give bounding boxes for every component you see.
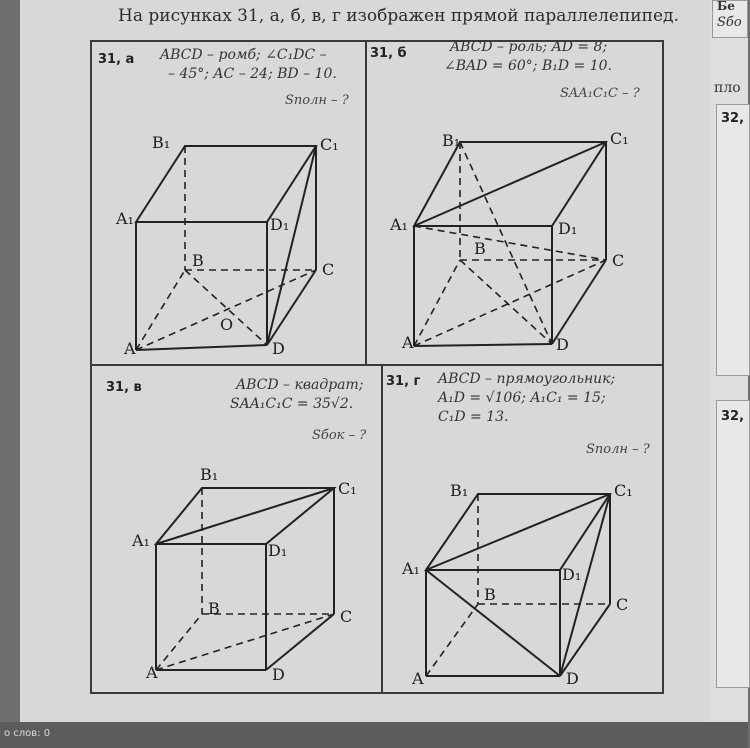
g-label-c1: C₁ bbox=[614, 481, 633, 500]
panel-g-line-1: ABCD – прямоугольник; bbox=[438, 371, 616, 387]
right-plo-text: пло bbox=[714, 80, 741, 96]
b-label-b1: B₁ bbox=[442, 131, 461, 150]
panel-g-tag: 31, г bbox=[386, 374, 421, 389]
g-label-b: B bbox=[484, 585, 496, 604]
b-label-a1: A₁ bbox=[390, 215, 408, 234]
a-label-b: B bbox=[192, 251, 204, 270]
a-label-c: C bbox=[322, 260, 335, 279]
b-label-c1: C₁ bbox=[610, 129, 629, 148]
right-problem-box-2 bbox=[716, 400, 750, 688]
v-label-a: A bbox=[146, 663, 158, 682]
panel-a-tag: 31, а bbox=[98, 52, 135, 67]
status-bar bbox=[0, 722, 748, 748]
panel-g-question: Sполн – ? bbox=[586, 442, 650, 457]
panel-b-figure bbox=[390, 126, 640, 356]
v-label-c1: C₁ bbox=[338, 479, 357, 498]
g-label-a: A bbox=[412, 669, 424, 688]
v-label-b1: B₁ bbox=[200, 465, 219, 484]
panel-v-condition bbox=[230, 376, 364, 414]
a-label-b1: B₁ bbox=[152, 133, 171, 152]
v-label-a1: A₁ bbox=[132, 531, 150, 550]
panel-g-line-2: A₁D = √106; A₁C₁ = 15; bbox=[438, 390, 606, 406]
a-label-o: O bbox=[220, 315, 234, 334]
v-label-b: B bbox=[208, 599, 220, 618]
g-label-b1: B₁ bbox=[450, 481, 469, 500]
g-label-c: C bbox=[616, 595, 629, 614]
panel-b-line-2: ∠BAD = 60°; B₁D = 10. bbox=[444, 58, 612, 74]
panel-a-figure bbox=[116, 130, 345, 360]
right-num-1: 32, bbox=[721, 111, 745, 126]
panel-v-tag: 31, в bbox=[106, 380, 142, 395]
page-heading: На рисунках 31, а, б, в, г изображен прямой параллелепипед. bbox=[118, 6, 679, 26]
v-label-d: D bbox=[272, 665, 285, 684]
g-label-d: D bbox=[566, 669, 579, 688]
panel-b-line-1: ABCD – роль; AD = 8; bbox=[450, 39, 608, 55]
v-label-c: C bbox=[340, 607, 353, 626]
panel-a-line-1: ABCD – ромб; ∠C₁DC – bbox=[160, 47, 327, 63]
right-top-text: Бе bbox=[717, 0, 735, 13]
b-label-d: D bbox=[556, 335, 569, 354]
right-problem-box-1 bbox=[716, 104, 750, 376]
word-count[interactable]: о слов: 0 bbox=[4, 728, 51, 739]
panel-b-tag: 31, б bbox=[370, 46, 407, 61]
b-label-a: A bbox=[402, 333, 414, 352]
panel-g-figure bbox=[400, 470, 650, 690]
a-label-d: D bbox=[272, 339, 285, 358]
panel-v-line-2: SAA₁C₁C = 35√2. bbox=[230, 396, 354, 412]
grid-divider-top bbox=[365, 40, 367, 364]
b-label-c: C bbox=[612, 251, 625, 270]
a-label-a: A bbox=[124, 339, 136, 358]
panel-g-line-3: C₁D = 13. bbox=[438, 409, 509, 425]
g-label-a1: A₁ bbox=[402, 559, 420, 578]
a-label-a1: A₁ bbox=[116, 209, 134, 228]
panel-v-line-1: ABCD – квадрат; bbox=[236, 377, 364, 393]
panel-b-question: SAA₁C₁C – ? bbox=[560, 86, 640, 101]
a-label-c1: C₁ bbox=[320, 135, 339, 154]
a-label-d1: D₁ bbox=[270, 215, 290, 234]
grid-divider-middle bbox=[90, 364, 664, 366]
panel-b-condition bbox=[444, 38, 612, 76]
right-s-text: Sбо bbox=[717, 15, 742, 30]
panel-g-condition bbox=[438, 370, 615, 427]
right-formula-box bbox=[712, 0, 748, 38]
a-top-face bbox=[136, 146, 316, 222]
g-label-d1: D₁ bbox=[562, 565, 582, 584]
panel-a-line-2: – 45°; AC – 24; BD – 10. bbox=[168, 66, 337, 82]
right-num-2: 32, bbox=[721, 409, 745, 424]
b-label-d1: D₁ bbox=[558, 219, 578, 238]
panel-v-question: Sбок – ? bbox=[312, 428, 367, 443]
right-page-edge bbox=[710, 0, 748, 722]
b-label-b: B bbox=[474, 239, 486, 258]
grid-divider-bottom bbox=[381, 364, 383, 694]
v-label-d1: D₁ bbox=[268, 541, 288, 560]
panel-a-question: Sполн – ? bbox=[285, 93, 349, 108]
panel-a-condition bbox=[160, 46, 337, 84]
panel-v-figure bbox=[130, 464, 370, 690]
